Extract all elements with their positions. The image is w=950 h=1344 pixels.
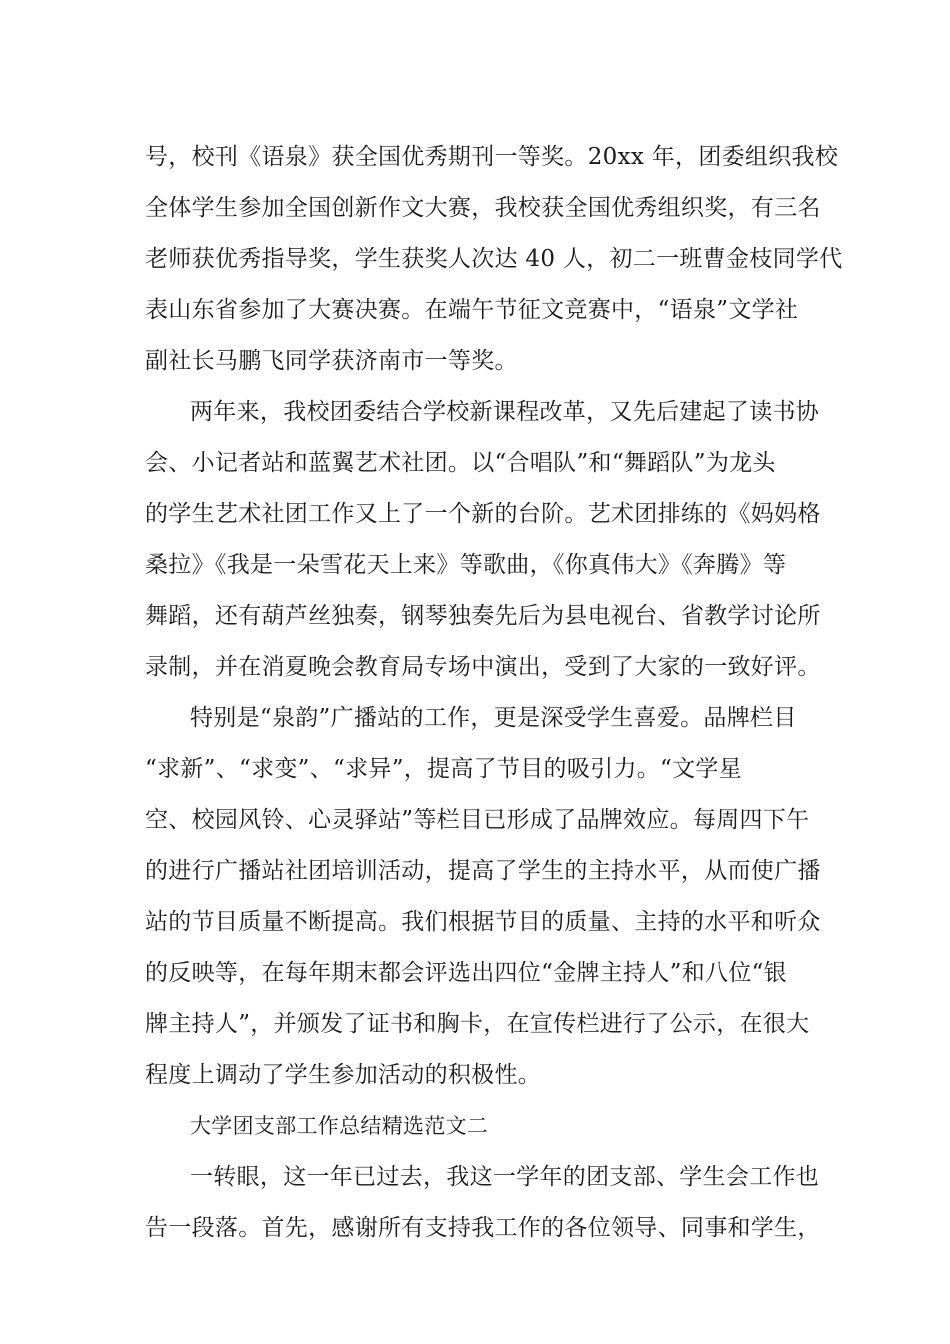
text-line: “求新”、“求变”、“求异”，提高了节目的吸引力。“文学星 — [145, 756, 743, 782]
text-line: 一转眼，这一年已过去，我这一学年的团支部、学生会工作也 — [190, 1164, 820, 1190]
text-line: 特别是“泉韵”广播站的工作，更是深受学生喜爱。品牌栏目 — [190, 705, 797, 731]
text-line: 站的节目质量不断提高。我们根据节目的质量、主持的水平和听众 — [145, 909, 821, 935]
heading-text: 大学团支部工作总结精选范文二 — [190, 1114, 489, 1138]
paragraph-broadcast-station — [145, 693, 821, 1101]
text-line: 牌主持人”，并颁发了证书和胸卡，在宣传栏进行了公示，在很大 — [145, 1011, 810, 1037]
section-heading — [145, 1101, 810, 1152]
text-line: 桑拉》《我是一朵雪花天上来》等歌曲，《你真伟大》《奔腾》等 — [145, 552, 787, 578]
text-line: 老师获优秀指导奖，学生获奖人次达 40 人，初二一班曹金枝同学代 — [145, 246, 843, 272]
text-line: 舞蹈，还有葫芦丝独奏，钢琴独奏先后为县电视台、省教学讨论所 — [145, 603, 821, 629]
text-line: 全体学生参加全国创新作文大赛，我校获全国优秀组织奖，有三名 — [145, 195, 821, 221]
text-line: 的反映等，在每年期末都会评选出四位“金牌主持人”和八位“银 — [145, 960, 787, 986]
text-line: 告一段落。首先，感谢所有支持我工作的各位领导、同事和学生， — [145, 1215, 821, 1241]
paragraph-art-clubs — [145, 387, 821, 693]
text-line: 空、校园风铃、心灵驿站”等栏目已形成了品牌效应。每周四下午 — [145, 807, 810, 833]
text-line: 的学生艺术社团工作又上了一个新的台阶。艺术团排练的《妈妈格 — [145, 501, 821, 527]
text-line: 两年来，我校团委结合学校新课程改革，又先后建起了读书协 — [190, 399, 820, 425]
paragraph-final — [145, 1152, 821, 1254]
text-line: 表山东省参加了大赛决赛。在端午节征文竞赛中，“语泉”文学社 — [145, 297, 799, 323]
paragraph-awards — [145, 132, 843, 387]
text-line: 号，校刊《语泉》获全国优秀期刊一等奖。20xx 年，团委组织我校 — [145, 144, 839, 170]
text-line: 的进行广播站社团培训活动，提高了学生的主持水平，从而使广播 — [145, 858, 821, 884]
text-line: 会、小记者站和蓝翼艺术社团。以“合唱队”和“舞蹈队”为龙头 — [145, 450, 776, 476]
text-line: 录制，并在消夏晚会教育局专场中演出，受到了大家的一致好评。 — [145, 654, 821, 680]
document-body — [145, 132, 843, 1254]
text-line: 副社长马鹏飞同学获济南市一等奖。 — [145, 348, 518, 374]
text-line: 程度上调动了学生参加活动的积极性。 — [145, 1062, 542, 1088]
